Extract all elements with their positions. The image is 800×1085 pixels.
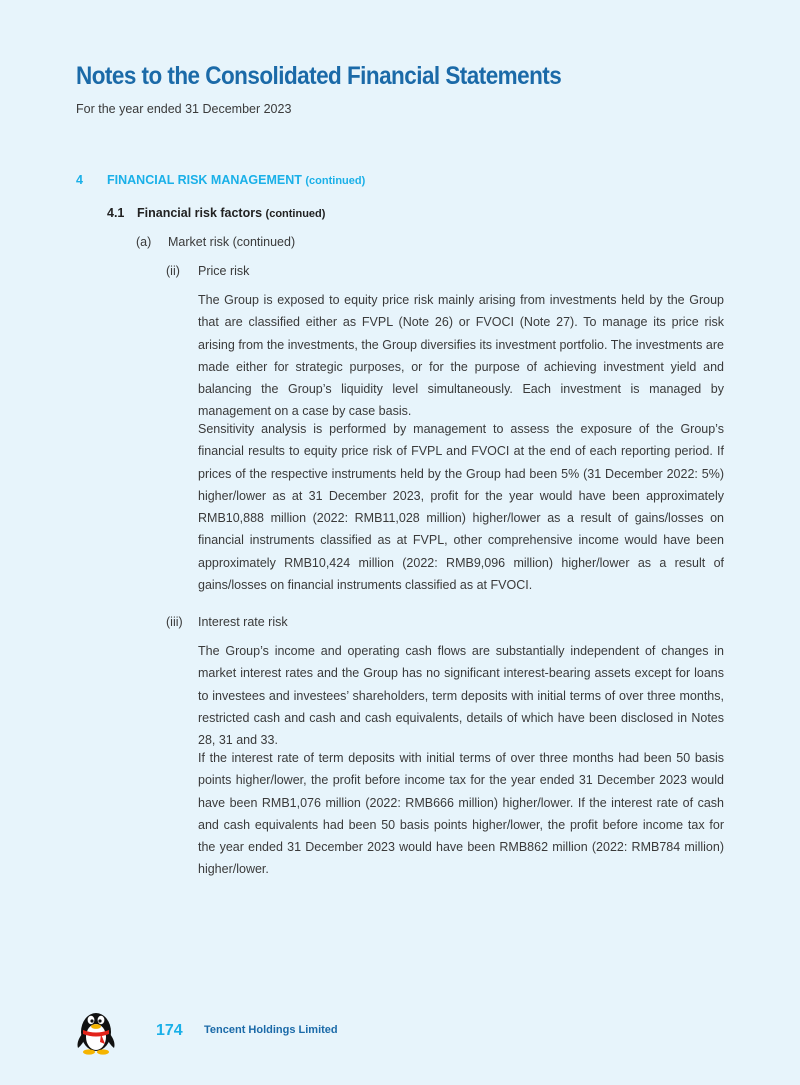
- company-name: Tencent Holdings Limited: [204, 1024, 338, 1036]
- qq-penguin-icon: [74, 1004, 118, 1056]
- price-risk-sensitivity-paragraph: Sensitivity analysis is performed by management to assess the exposure of the Group’s financial results to equity price risk of FVPL and FVOCI at the end of each reporting period. If prices of the respective instruments held by the Group had been 5% (31 December 2022: 5%) higher/lower as at 31 December 2023, profit for the year would have been approximately RMB10,888 million (2022: RMB11,028 million) higher/lower as a result of gains/losses on financial instruments classified as at FVPL, other comprehensive income would have been approximately RMB10,424 million (2022: RMB9,096 million) higher/lower as a result of gains/losses on financial instruments classified as at FVOCI.: [198, 422, 724, 593]
- item-label: Market risk (continued): [168, 235, 296, 249]
- item-interest-rate-risk: [166, 615, 288, 629]
- page-title: Notes to the Consolidated Financial Statements: [76, 62, 562, 90]
- interest-rate-risk-paragraph: The Group’s income and operating cash flows are substantially independent of changes in market interest rates and the Group has no significant interest-bearing assets except for loans to investees and investees’ shareholders, term deposits with initial terms of over three months, restricted cash and cash and cash equivalents, details of which have been disclosed in Notes 28, 31 and 33.: [198, 644, 724, 748]
- section-continued: (continued): [305, 175, 366, 187]
- item-label: Interest rate risk: [198, 615, 288, 629]
- interest-rate-sensitivity-paragraph: If the interest rate of term deposits with initial terms of over three months had been 50 basis points higher/lower, the profit before income tax for the year ended 31 December 2023 would have been RMB1,076 million (2022: RMB666 million) higher/lower. If the interest rate of cash and cash equivalents had been 50 basis points higher/lower, the profit before income tax for the year ended 31 December 2023 would have been RMB862 million (2022: RMB784 million) higher/lower.: [198, 751, 724, 877]
- price-risk-paragraph: The Group is exposed to equity price risk mainly arising from investments held by the Group that are classified either as FVPL (Note 26) or FVOCI (Note 27). To manage its price risk arising from the investments, the Group diversifies its investment portfolio. The investments are made either for strategic purposes, or for the purpose of achieving investment yield and balancing the Group’s liquidity level simultaneously. Each investment is managed by management on a case by case basis.: [198, 293, 724, 419]
- item-label: Price risk: [198, 264, 250, 278]
- subsection-number: 4.1: [107, 206, 125, 220]
- item-marker: (iii): [166, 615, 183, 629]
- item-market-risk: [136, 235, 295, 249]
- page-footer: [0, 1000, 800, 1085]
- section-heading: [76, 173, 365, 187]
- page-number: 174: [156, 1022, 183, 1039]
- item-marker: (ii): [166, 264, 180, 278]
- item-marker: (a): [136, 235, 152, 249]
- item-price-risk: [166, 264, 249, 278]
- page-subtitle: For the year ended 31 December 2023: [76, 102, 292, 116]
- subsection-heading: [107, 206, 325, 220]
- subsection-title: Financial risk factors: [137, 206, 263, 220]
- subsection-continued: (continued): [265, 208, 326, 220]
- section-title: FINANCIAL RISK MANAGEMENT: [107, 173, 302, 187]
- section-number: 4: [76, 173, 83, 187]
